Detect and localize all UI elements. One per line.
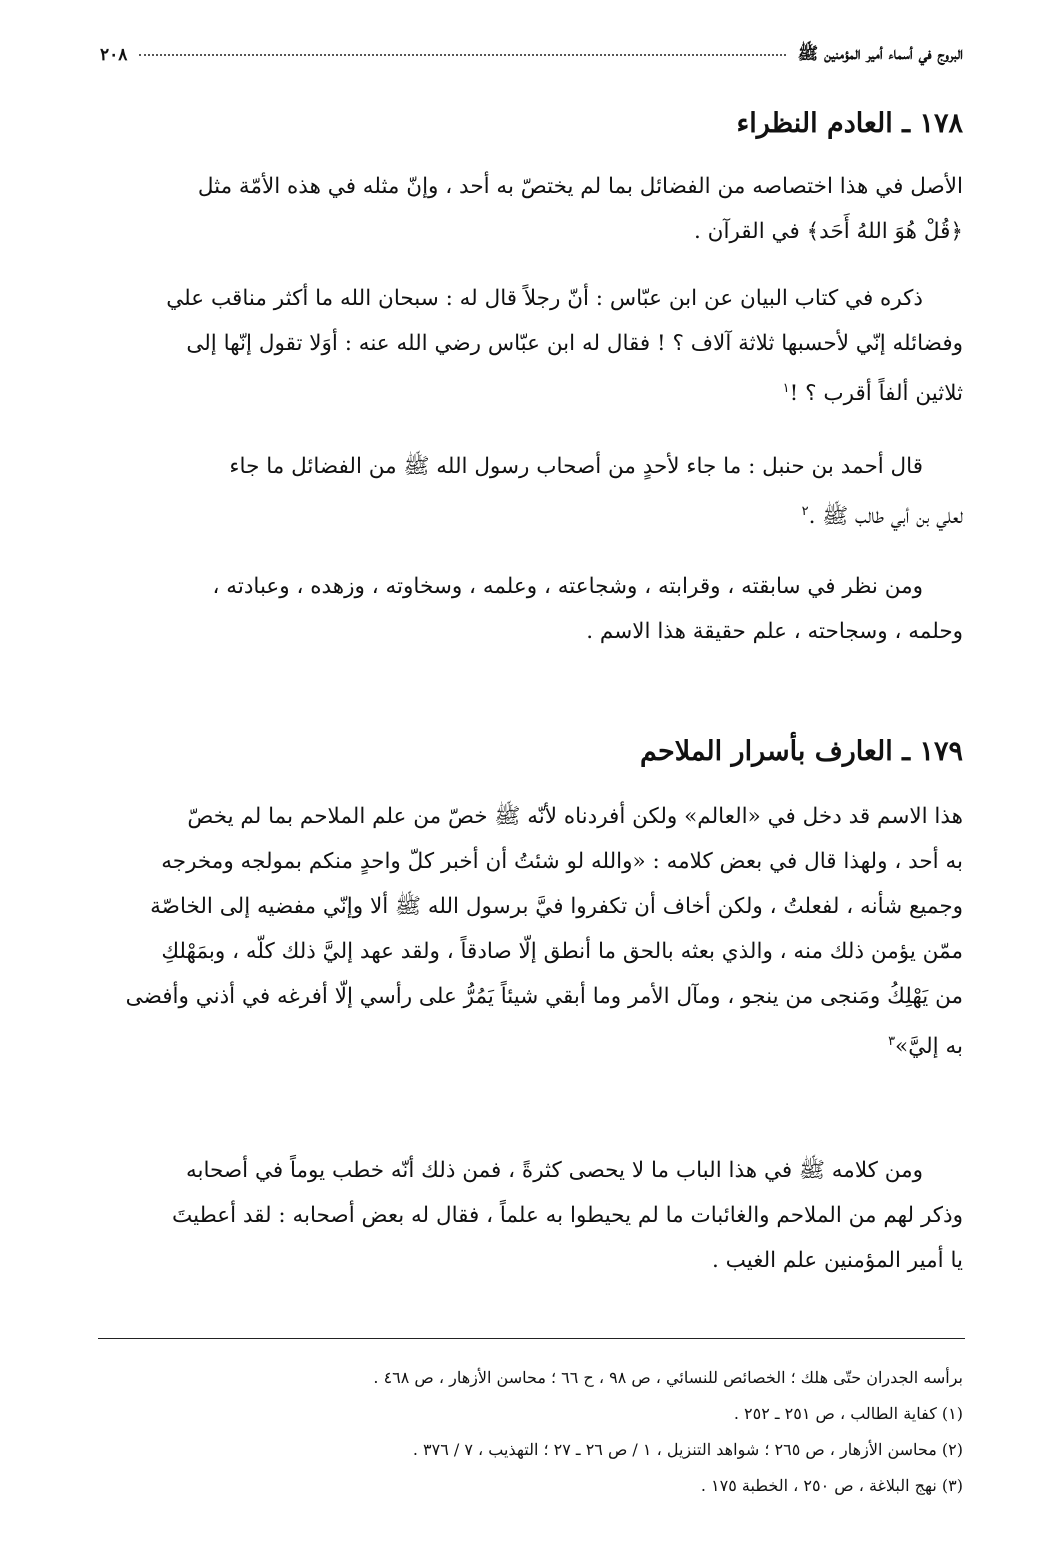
text-line: [98, 366, 963, 416]
text-line: ﴿قُلْ هُوَ اللهُ أَحَد﴾ في القرآن .: [694, 219, 963, 244]
header-dot-leader: [139, 54, 785, 56]
footnote-continuation: برأسه الجدران حتّى هلك ؛ الخصائص للنسائي ، ص ٩٨ ، ح ٦٦ ؛ محاسن الأزهار ، ص ٤٦٨ .: [373, 1368, 963, 1387]
text-line: الأصل في هذا اختصاصه من الفضائل بما لم يختصّ به أحد ، وإنّ مثله في هذه الأمّة مثل: [197, 174, 963, 199]
footnotes: [98, 1360, 963, 1504]
paragraph: [98, 276, 963, 416]
text-line: ومن كلامه ﷺ في هذا الباب ما لا يحصى كثرةً ، فمن ذلك أنّه خطب يوماً في أصحابه: [185, 1158, 923, 1183]
text-line: وجميع شأنه ، لفعلتُ ، ولكن أخاف أن تكفروا فيَّ برسول الله ﷺ ألا وإنّي مفضيه إلى الخاصّة: [150, 894, 963, 919]
section-heading: ١٧٨ ـ العادم النظراء: [736, 108, 963, 139]
text-line: قال أحمد بن حنبل : ما جاء لأحدٍ من أصحاب رسول الله ﷺ من الفضائل ما جاء: [229, 454, 923, 479]
text-fragment: ثلاثين ألفاً أقرب ؟ !: [789, 381, 963, 407]
footnote: (٢) محاسن الأزهار ، ص ٢٦٥ ؛ شواهد التنزيل ، ١ / ص ٢٦ ـ ٢٧ ؛ التهذيب ، ٧ / ٣٧٦ .: [412, 1440, 963, 1459]
text-fragment: به إليَّ»: [895, 1034, 963, 1060]
footnote: (٣) نهج البلاغة ، ص ٢٥٠ ، الخطبة ١٧٥ .: [700, 1476, 963, 1495]
text-line: وذكر لهم من الملاحم والغائبات ما لم يحيطوا به علماً ، فقال له بعض أصحابه : لقد أعطيتَ: [172, 1203, 963, 1228]
paragraph: [98, 564, 963, 654]
text-line: هذا الاسم قد دخل في «العالم» ولكن أفردناه لأنّه ﷺ خصّ من علم الملاحم بما لم يخصّ: [187, 804, 963, 829]
running-title: البروج في أسماء أمير المؤمنين ﷺ: [797, 43, 963, 64]
paragraph: [98, 794, 963, 1069]
text-line: [98, 489, 963, 539]
footnote-divider: [98, 1338, 965, 1339]
footnote-ref: ٣: [888, 1034, 896, 1049]
text-line: ذكره في كتاب البيان عن ابن عبّاس : أنّ رجلاً قال له : سبحان الله ما أكثر مناقب علي: [166, 286, 923, 311]
footnote-ref: ١: [782, 381, 790, 396]
text-fragment: لعلي بن أبي طالب ﷺ .: [808, 504, 963, 530]
paragraph: [98, 444, 963, 539]
text-line: ممّن يؤمن ذلك منه ، والذي بعثه بالحق ما أنطق إلّا صادقاً ، ولقد عهد إليَّ ذلك كلّه ، وبمَهْلكِ: [161, 939, 963, 964]
text-line: وحلمه ، وسجاحته ، علم حقيقة هذا الاسم .: [586, 619, 963, 644]
running-header: [100, 40, 963, 70]
text-line: [98, 1019, 963, 1069]
paragraph: [98, 1148, 963, 1283]
text-line: به أحد ، ولهذا قال في بعض كلامه : «والله لو شئتُ أن أخبر كلّ واحدٍ منكم بمولجه ومخرجه: [161, 849, 963, 874]
text-line: من يَهْلِكُ ومَنجى من ينجو ، ومآل الأمر وما أبقي شيئاً يَمُرُّ على رأسي إلّا أفرغه في أذني وأفضى: [125, 984, 963, 1009]
footnote: (١) كفاية الطالب ، ص ٢٥١ ـ ٢٥٢ .: [733, 1404, 963, 1423]
paragraph: [98, 164, 963, 254]
footnote-ref: ٢: [801, 504, 809, 519]
text-line: ومن نظر في سابقته ، وقرابته ، وشجاعته ، وعلمه ، وسخاوته ، وزهده ، وعبادته ،: [212, 574, 923, 599]
text-line: وفضائله إنّي لأحسبها ثلاثة آلاف ؟ ! فقال له ابن عبّاس رضي الله عنه : أوَلا تقول إنّها إلى: [186, 331, 963, 356]
section-heading: ١٧٩ ـ العارف بأسرار الملاحم: [640, 736, 963, 767]
page-number: ٢٠٨: [100, 45, 128, 65]
text-line: يا أمير المؤمنين علم الغيب .: [711, 1248, 963, 1273]
